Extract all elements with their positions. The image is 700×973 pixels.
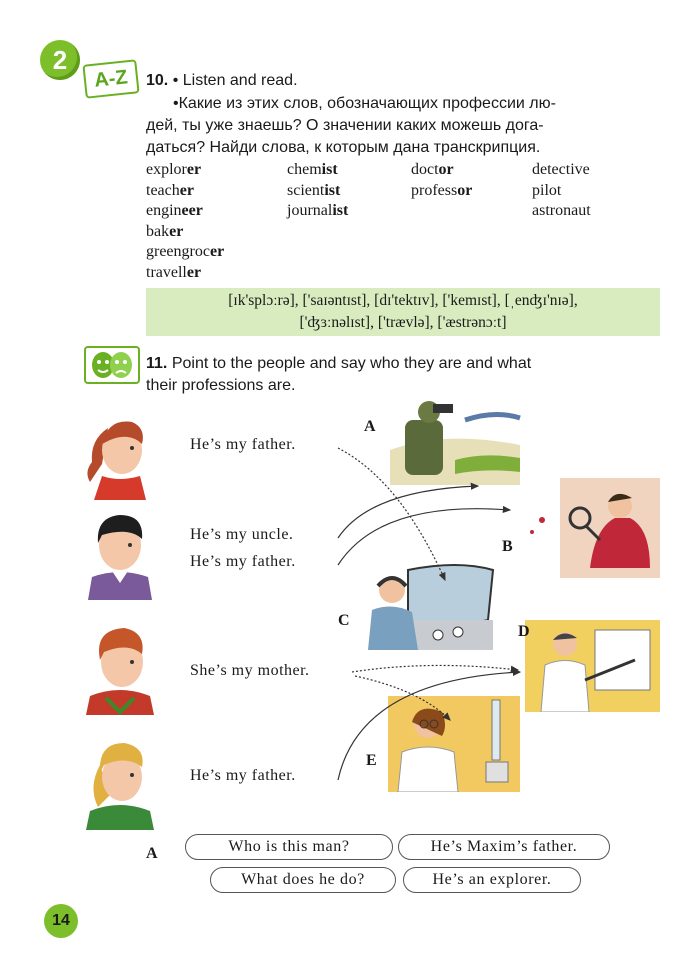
girl-blonde-portrait: [80, 735, 160, 830]
picture-letter-e: E: [366, 752, 377, 769]
word-item: explorer: [146, 161, 202, 178]
word-item: greengrocer: [146, 243, 225, 260]
arrow-mother-to-d: [352, 665, 518, 672]
sentence-2: He’s my uncle.: [190, 526, 294, 543]
word-item: pilot: [532, 181, 562, 199]
speech-bubble-answer-1: He’s Maxim’s father.: [398, 834, 610, 860]
exercise-10-instruction-3: даться? Найди слова, к которым дана транскрипция.: [146, 139, 541, 156]
picture-letter-a: A: [364, 418, 376, 435]
speech-bubble-question-1: Who is this man?: [185, 834, 393, 860]
exercise-11-instruction-1: 11. Point to the people and say who they are and what: [146, 355, 532, 372]
word-item: engineer: [146, 202, 203, 219]
word-item: scientist: [287, 181, 341, 199]
picture-letter-c: C: [338, 612, 350, 629]
word-item: detective: [532, 161, 590, 178]
exercise-10-instruction-1: •Какие из этих слов, обозначающих профессии лю-: [173, 95, 556, 112]
transcription-box: [146, 288, 660, 336]
exercise-11-instruction-2: their professions are.: [146, 377, 296, 394]
word-item: teacher: [146, 181, 194, 199]
exercise-11-number: 11.: [146, 355, 168, 372]
speech-bubble-answer-2: He’s an explorer.: [403, 867, 581, 893]
dialogue-label: A: [146, 845, 158, 862]
transcription-line-1: [ɪk'splɔːrə], ['saɪəntɪst], [dɪ'tektɪv], ['kemɪst], [ˌenʤɪ'nɪə],: [228, 292, 578, 309]
sentence-1: He’s my father.: [190, 436, 296, 453]
pilot-picture: [368, 560, 496, 652]
chemist-picture: [388, 696, 520, 792]
word-column-4: [532, 160, 591, 222]
exercise-10-instruction-2: дей, ты уже знаешь? О значении каких можешь дога-: [146, 117, 544, 134]
doctor-picture: [525, 620, 660, 712]
word-column-3: [411, 160, 472, 201]
exercise-10-header: [146, 70, 666, 92]
word-column-1: [146, 160, 224, 283]
transcription-line-2: ['ʤɜːnəlɪst], ['trævlə], ['æstrənɔːt]: [299, 314, 507, 331]
word-item: doctor: [411, 161, 454, 178]
picture-letter-b: B: [502, 538, 513, 555]
page-number: 14: [44, 904, 78, 938]
girl-ponytail-portrait: [80, 410, 160, 500]
word-column-2: [287, 160, 348, 222]
word-item: journalist: [287, 202, 349, 219]
word-item: baker: [146, 222, 184, 240]
exercise-10-number: 10.: [146, 72, 169, 89]
exercise-10-title: Listen and read.: [182, 72, 298, 89]
boy-dark-hair-portrait: [80, 505, 160, 600]
unit-number-badge: 2: [40, 40, 80, 80]
arrow-father-to-b: [338, 509, 510, 565]
theatre-masks-icon: [84, 346, 140, 384]
explorer-picture: [385, 390, 525, 485]
boy-red-hair-portrait: [80, 620, 160, 715]
detective-picture: [520, 478, 660, 578]
word-item: professor: [411, 181, 473, 199]
arrow-uncle-to-a: [338, 486, 478, 538]
sentence-3: He’s my father.: [190, 553, 296, 570]
word-item: traveller: [146, 263, 202, 281]
sentence-4: She’s my mother.: [190, 662, 310, 679]
speech-bubble-question-2: What does he do?: [210, 867, 396, 893]
vocabulary-az-icon: A-Z: [82, 59, 139, 98]
picture-letter-d: D: [518, 623, 530, 640]
word-item: astronaut: [532, 202, 591, 219]
word-item: chemist: [287, 161, 338, 178]
sentence-5: He’s my father.: [190, 767, 296, 784]
exercise-10-bullet: •: [172, 72, 179, 89]
